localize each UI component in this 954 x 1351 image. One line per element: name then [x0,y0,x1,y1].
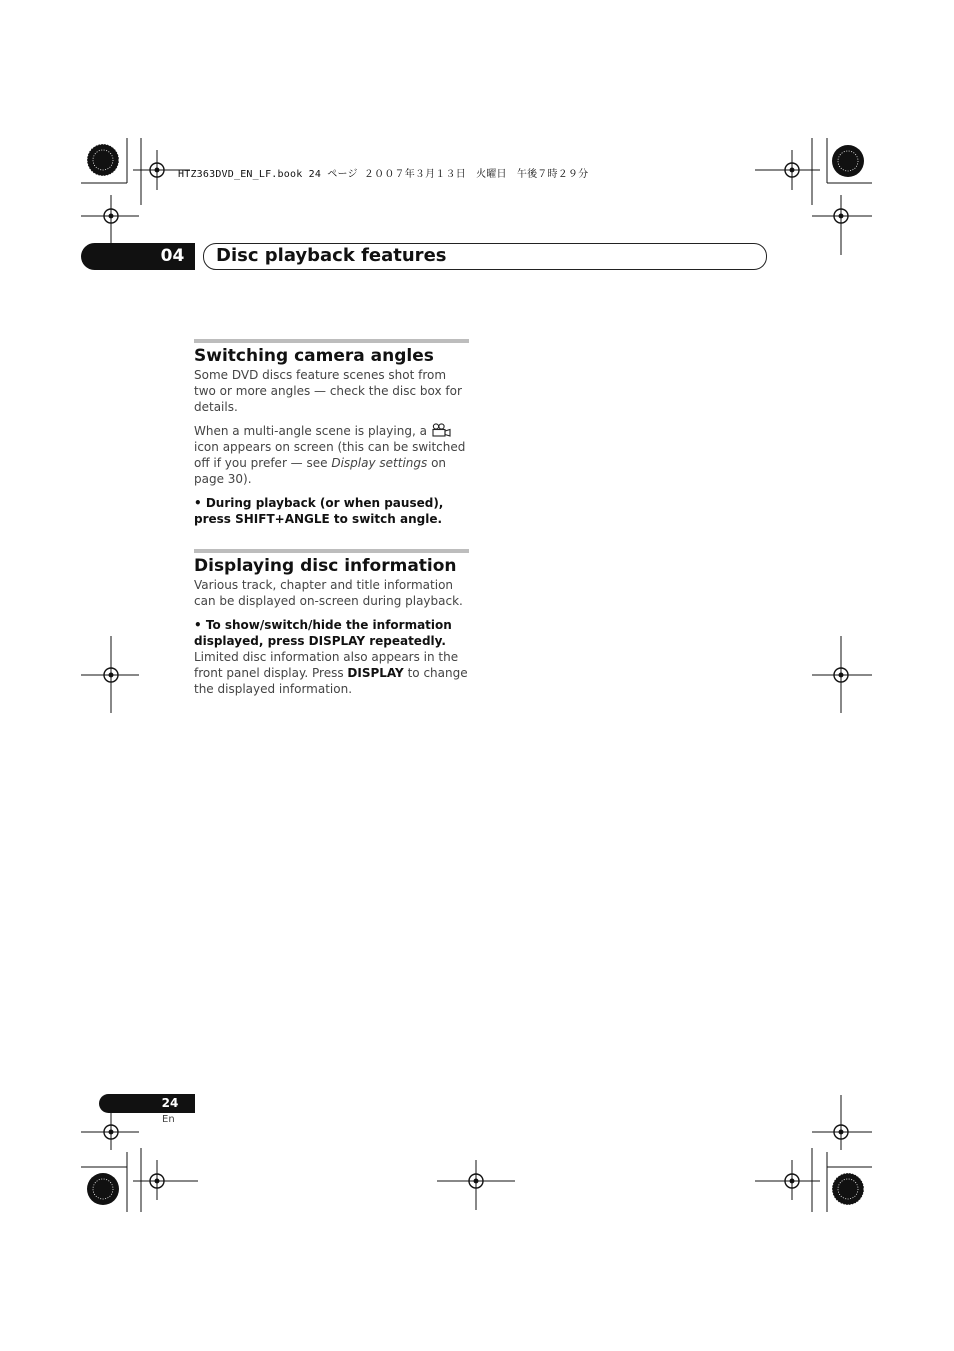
instruction-bullet: • During playback (or when paused), press SHIFT+ANGLE to switch angle. [194,496,444,526]
cross-reference: Display settings [331,456,428,470]
text-run: on page 30). [194,456,447,486]
text-run: icon appears on screen (this can be switched off if you prefer — see [194,440,466,470]
section-title: Switching camera angles [194,346,434,366]
section-switching-camera-angles [194,339,470,527]
chapter-number: 04 [160,246,185,266]
section-rule [194,339,469,343]
page-language: En [162,1114,175,1125]
paragraph [194,649,470,697]
section-displaying-disc-information [194,549,470,697]
paragraph [194,423,470,487]
page-number: 24 [161,1096,179,1110]
text-run: When a multi-angle scene is playing, a [194,424,427,438]
text-run: Limited disc information also appears in the front panel display. Press [194,650,459,680]
section-title: Displaying disc information [194,556,457,576]
paragraph: Some DVD discs feature scenes shot from two or more angles — check the disc box for details. [194,368,462,414]
chapter-title: Disc playback features [216,245,447,266]
instruction-bullet: • To show/switch/hide the information displayed, press DISPLAY repeatedly. [194,618,452,648]
camera-angle-icon [431,423,451,437]
print-header-meta: HTZ363DVD_EN_LF.book 24 ページ ２００７年３月１３日 火曜日 午後７時２９分 [178,169,589,180]
paragraph: Various track, chapter and title information can be displayed on-screen during playback. [194,578,463,608]
key-name: DISPLAY [347,666,404,680]
section-rule [194,549,469,553]
text-run: to change the displayed information. [194,666,468,696]
